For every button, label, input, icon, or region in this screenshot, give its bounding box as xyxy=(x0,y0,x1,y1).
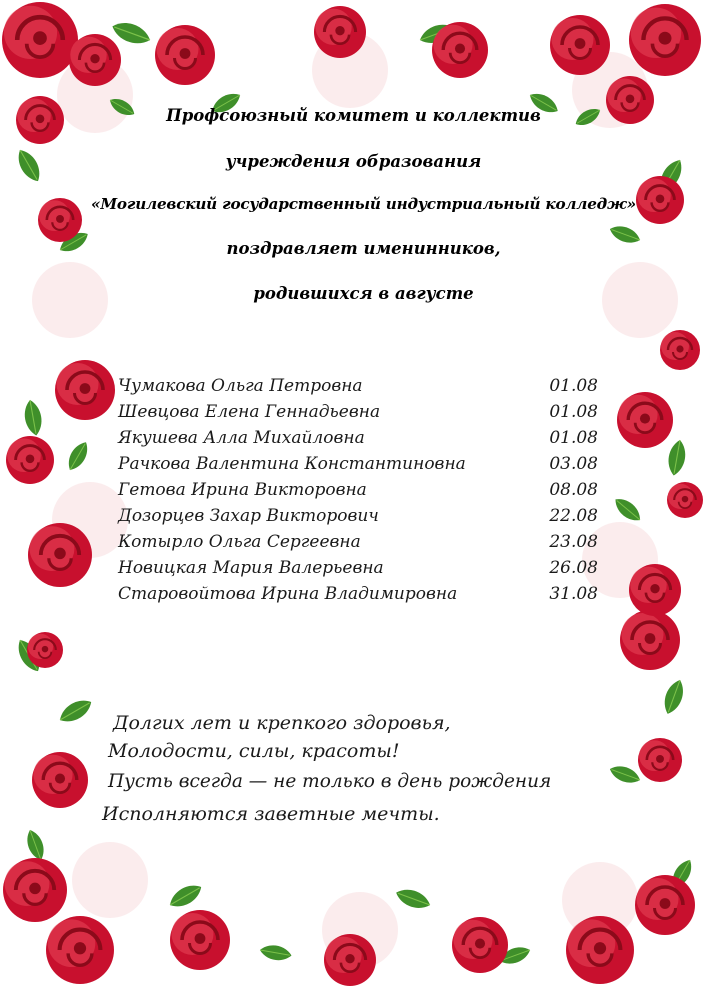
heading-line-1: Профсоюзный комитет и коллектив xyxy=(166,106,541,125)
list-item xyxy=(118,529,598,555)
birth-date: 08.08 xyxy=(549,480,598,500)
list-item xyxy=(118,451,598,477)
list-item xyxy=(118,503,598,529)
poem-line-1: Долгих лет и крепкого здоровья, xyxy=(113,712,451,734)
person-name: Чумакова Ольга Петровна xyxy=(118,376,363,396)
heading-line-4: поздравляет именинников, xyxy=(226,239,501,258)
list-item xyxy=(118,555,598,581)
person-name: Старовойтова Ирина Владимировна xyxy=(118,584,458,604)
birth-date: 03.08 xyxy=(549,454,598,474)
list-item xyxy=(118,425,598,451)
list-item xyxy=(118,373,598,399)
birth-date: 01.08 xyxy=(549,376,598,396)
list-item xyxy=(118,581,598,607)
heading-line-3: «Могилевский государственный индустриальный колледж» xyxy=(91,195,636,213)
heading-line-2: учреждения образования xyxy=(225,152,482,171)
person-name: Рачкова Валентина Константиновна xyxy=(118,454,466,474)
poem-line-3: Пусть всегда — не только в день рождения xyxy=(108,771,552,792)
person-name: Шевцова Елена Геннадьевна xyxy=(118,402,381,422)
person-name: Якушева Алла Михайловна xyxy=(118,428,365,448)
person-name: Гетова Ирина Викторовна xyxy=(118,480,367,500)
heading-line-5: родившихся в августе xyxy=(253,284,474,303)
birth-date: 01.08 xyxy=(549,402,598,422)
person-name: Новицкая Мария Валерьевна xyxy=(118,558,384,578)
poem-line-2: Молодости, силы, красоты! xyxy=(108,740,400,762)
person-name: Котырло Ольга Сергеевна xyxy=(118,532,361,552)
list-item xyxy=(118,399,598,425)
birth-date: 31.08 xyxy=(549,584,598,604)
list-item xyxy=(118,477,598,503)
birth-date: 22.08 xyxy=(549,506,598,526)
person-name: Дозорцев Захар Викторович xyxy=(118,506,379,526)
birth-date: 01.08 xyxy=(549,428,598,448)
birth-date: 23.08 xyxy=(549,532,598,552)
poem-line-4: Исполняются заветные мечты. xyxy=(102,803,440,825)
birth-date: 26.08 xyxy=(549,558,598,578)
